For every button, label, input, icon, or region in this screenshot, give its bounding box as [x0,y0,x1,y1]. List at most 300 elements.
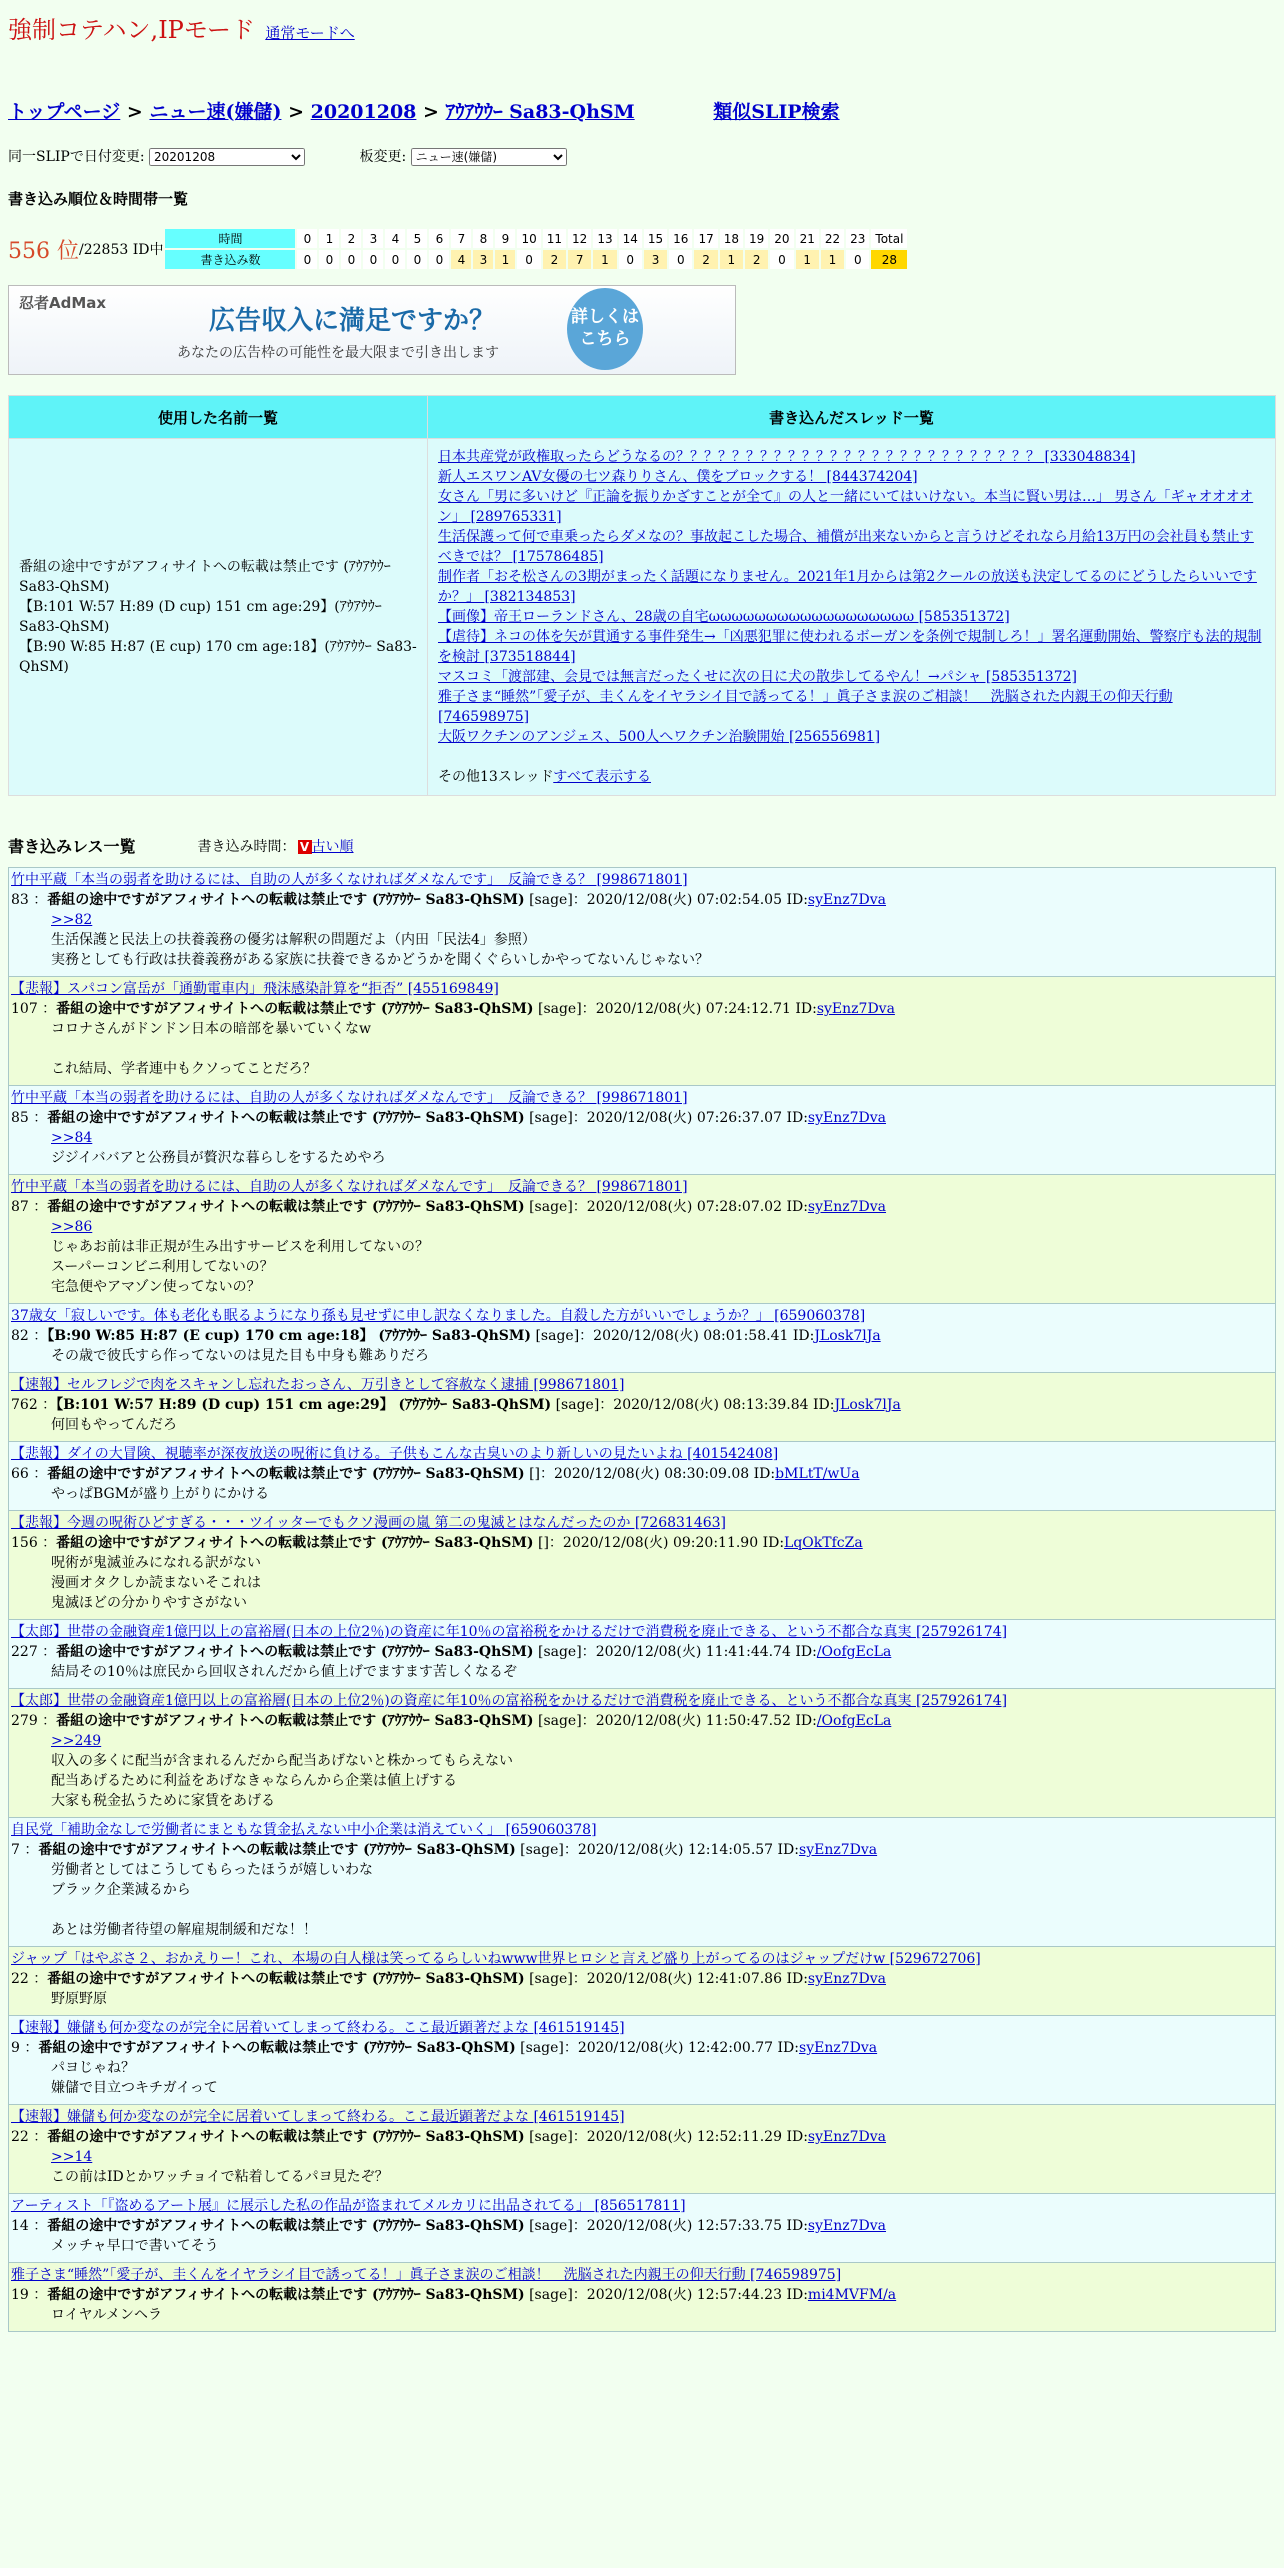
post-name: 番組の途中ですがアフィサイトへの転載は禁止です (ｱｳｱｳｳｰ Sa83-QhSM) [38,1842,516,1858]
count-cell: 2 [745,250,768,269]
anchor [51,2147,1273,2167]
thread-item [438,487,1265,527]
post-item [8,1818,1276,1947]
post-thread-link[interactable]: 【悲報】スパコン富岳が「通勤電車内」飛沫感染計算を“拒否” [455169849] [11,981,499,997]
count-cell: 0 [619,250,642,269]
post-id-link[interactable]: LqOkTfcZa [784,1535,863,1551]
post-number: 82 ： [11,1328,48,1344]
count-cell: 3 [473,250,493,269]
sort-icon: V [298,840,312,854]
hour-cell: 8 [473,229,493,248]
counts-label: 書き込み数 [165,250,295,269]
ad-banner[interactable] [8,285,736,375]
post-mail: [sage]： [524,2129,587,2145]
anchor [51,1731,1273,1751]
post-body [11,2147,1273,2187]
used-name: 番組の途中ですがアフィサイトへの転載は禁止です (ｱｳｱｳｳｰ Sa83-QhSM) [19,559,391,595]
post-body [11,1346,1273,1366]
post-id-link[interactable]: mi4MVFM/a [807,2287,897,2303]
count-cell: 28 [871,250,907,269]
count-cell: 0 [846,250,869,269]
post-id-link[interactable]: syEnz7Dva [799,2040,878,2056]
count-cell: 1 [821,250,844,269]
ranking-title: 書き込み順位＆時間帯一覧 [8,190,189,208]
posts-header [8,834,1276,857]
post-line: これ結局、学者連中もクソってことだろ？ [51,1061,317,1077]
post-name: 番組の途中ですがアフィサイトへの転載は禁止です (ｱｳｱｳｳｰ Sa83-QhSM) [47,2218,525,2234]
thread-item [438,467,1265,487]
post-date: 2020/12/08(火) 12:42:00.77 ID: [577,2040,800,2056]
reply-anchor-link[interactable]: >>86 [51,1219,93,1235]
post-number: 83 ： [11,892,48,908]
post-meta [11,1969,1273,1989]
post-id-link[interactable]: /OofgEcLa [816,1644,892,1660]
post-date: 2020/12/08(火) 08:30:09.08 ID: [554,1466,776,1482]
post-mail: [sage]： [524,1199,587,1215]
post-number: 19 ： [11,2287,48,2303]
anchor [51,1217,1273,1237]
anchor [51,1128,1273,1148]
post-thread-link[interactable]: ジャップ「はやぶさ２、おかえりー！これ、本場の白人様は笑ってるらしいねwww世界ヒロシと言えど盛り上がってるのはジャップだけw [529672706] [11,1951,981,1967]
hour-cell: 18 [720,229,743,248]
post-item [8,1511,1276,1620]
post-item [8,2263,1276,2332]
post-date: 2020/12/08(火) 12:41:07.86 ID: [586,1971,808,1987]
hour-cell: 7 [451,229,471,248]
post-mail: [sage]： [515,2040,578,2056]
hour-cell: 19 [745,229,768,248]
post-date: 2020/12/08(火) 11:50:47.52 ID: [595,1713,817,1729]
post-mail: [sage]： [524,2218,587,2234]
post-number: 14 ： [11,2218,48,2234]
post-mail: [sage]： [533,1713,596,1729]
post-date: 2020/12/08(火) 08:13:39.84 ID: [613,1397,835,1413]
posts-title: 書き込みレス一覧 [8,837,136,856]
post-thread-link[interactable]: 【悲報】今週の呪術ひどすぎる・・・ツイッターでもクソ漫画の嵐 第二の鬼滅とはなんだったのか [726831463] [11,1515,727,1531]
post-line: 大家も税金払うために家賃をあげる [51,1793,275,1809]
rank-total: /22853 ID中 [79,242,164,258]
post-number: 7 ： [11,1842,39,1858]
post-line: 野原野原 [51,1991,107,2007]
post-mail: [sage]： [551,1397,614,1413]
post-name: 番組の途中ですがアフィサイトへの転載は禁止です (ｱｳｱｳｳｰ Sa83-QhSM) [47,1199,525,1215]
counts-row [165,250,907,269]
post-name: 番組の途中ですがアフィサイトへの転載は禁止です (ｱｳｱｳｳｰ Sa83-QhSM) [56,1644,534,1660]
post-item [8,2016,1276,2105]
post-date: 2020/12/08(火) 07:26:37.07 ID: [586,1110,808,1126]
thread-item [438,607,1265,627]
sort-label: 書き込み時間： [197,838,296,855]
post-name: 【B:90 W:85 H:87 (E cup) 170 cm age:18】 (ｱｳｱｳｳｰ Sa83-QhSM) [47,1328,532,1344]
count-cell: 1 [593,250,616,269]
hour-cell: 21 [796,229,819,248]
post-name: 番組の途中ですがアフィサイトへの転載は禁止です (ｱｳｱｳｳｰ Sa83-QhSM) [56,1535,534,1551]
names-threads-table [8,395,1276,796]
post-body [11,2058,1273,2098]
post-mail: [sage]： [524,1971,587,1987]
hour-cell: 9 [495,229,515,248]
hour-cell: 3 [363,229,383,248]
threads-list [428,439,1276,796]
hour-cell: 12 [568,229,591,248]
threads-header: 書き込んだスレッド一覧 [428,396,1276,439]
thread-link[interactable]: 新人エスワンAV女優の七ツ森りりさん、僕をブロックする！ [844374204] [438,469,918,485]
post-id-link[interactable]: syEnz7Dva [816,1001,895,1017]
post-id-link[interactable]: syEnz7Dva [807,2218,887,2234]
names-list [9,439,428,796]
post-line: パヨじゃね？ [51,2060,135,2076]
post-number: 22 ： [11,2129,48,2145]
post-thread-link[interactable]: 自民党「補助金なしで労働者にまともな賃金払えない中小企業は消えていく」 [659060378] [11,1822,597,1838]
post-body [11,1731,1273,1811]
post-item [8,1947,1276,2016]
post-line: ブラック企業減るから [51,1882,191,1898]
post-mail: [sage]： [524,2287,587,2303]
post-number: 762 ： [11,1397,57,1413]
post-thread-link[interactable]: 37歳女「寂しいです。体も老化も眠るようになり孫も見せずに申し訳なくなりました。自殺した方がいいでしょうか？」 [659060378] [11,1308,866,1324]
sort-oldest-link[interactable]: 古い順 [311,838,354,855]
count-cell: 1 [495,250,515,269]
count-cell: 1 [720,250,743,269]
post-number: 156 ： [11,1535,57,1551]
hour-cell: 6 [429,229,449,248]
post-item [8,2194,1276,2263]
post-line: 配当あげるために利益をあげなきゃならんから企業は値上げする [51,1773,457,1789]
names-header: 使用した名前一覧 [9,396,428,439]
thread-item [438,627,1265,667]
post-line: 実務としても行政は扶養義務がある家族に扶養できるかどうかを聞くぐらいしかやってないんじゃない？ [51,952,709,968]
thread-item [438,447,1265,467]
count-cell: 0 [517,250,540,269]
post-line: 結局その10％は庶民から回収されんだから値上げでますます苦しくなるぞ [51,1664,517,1680]
post-meta [11,1395,1273,1415]
count-cell: 0 [770,250,793,269]
post-name: 番組の途中ですがアフィサイトへの転載は禁止です (ｱｳｱｳｳｰ Sa83-QhSM) [47,1971,525,1987]
breadcrumb-separator: > [423,101,439,123]
post-line: その歳で彼氏すら作ってないのは見た目も中身も難ありだろ [51,1348,429,1364]
post-item [8,1620,1276,1689]
post-mail: [sage]： [533,1001,596,1017]
reply-anchor-link[interactable]: >>84 [51,1130,93,1146]
hour-cell: 5 [407,229,427,248]
hour-cell: 16 [669,229,692,248]
post-thread-link[interactable]: 竹中平蔵「本当の弱者を助けるには、自助の人が多くなければダメなんです」 反論できる？ [998671801] [11,1090,688,1106]
post-id-link[interactable]: syEnz7Dva [807,1971,887,1987]
post-name: 番組の途中ですがアフィサイトへの転載は禁止です (ｱｳｱｳｳｰ Sa83-QhSM) [56,1001,534,1017]
hour-cell: 10 [517,229,540,248]
used-name: 【B:90 W:85 H:87 (E cup) 170 cm age:18】(ｱｳｱｳｳｰ Sa83-QhSM) [19,639,417,675]
post-thread-link[interactable]: 雅子さま“睡然”「愛子が、圭くんをイヤラシイ目で誘ってる！」眞子さま涙のご相談！ 洗脳された内親王の仰天行動 [746598975] [11,2267,842,2283]
post-item [8,1373,1276,1442]
count-cell: 0 [429,250,449,269]
post-number: 85 ： [11,1110,48,1126]
thread-item [438,567,1265,607]
post-thread-link[interactable]: 竹中平蔵「本当の弱者を助けるには、自助の人が多くなければダメなんです」 反論できる？ [998671801] [11,1179,688,1195]
post-mail: [sage]： [515,1842,578,1858]
post-meta [11,1840,1273,1860]
more-threads-count: その他13スレッド [438,769,554,785]
breadcrumb-separator: > [288,101,304,123]
similar-slip-search-link[interactable]: 類似SLIP検索 [713,101,840,123]
reply-anchor-link[interactable]: >>82 [51,912,93,928]
more-threads [438,767,1265,787]
post-body [11,2236,1273,2256]
count-cell: 7 [568,250,591,269]
post-meta [11,999,1273,1019]
post-item [8,1689,1276,1818]
post-date: 2020/12/08(火) 12:52:11.29 ID: [586,2129,808,2145]
count-cell: 0 [363,250,383,269]
post-thread-link[interactable]: アーティスト「『盗めるアート展』に展示した私の作品が盗まれてメルカリに出品されてる」 [856517811] [11,2198,686,2214]
thread-link[interactable]: 女さん「男に多いけど『正論を振りかざすことが全て』の人と一緒にいてはいけない。本当に賢い男は…」 男さん「ギャオオオオン」 [289765331] [438,489,1254,525]
post-date: 2020/12/08(火) 12:14:05.57 ID: [577,1842,800,1858]
post-line: やっぱBGMが盛り上がりにかける [51,1486,270,1502]
post-body [11,1217,1273,1297]
post-meta [11,1533,1273,1553]
board-change-label: 板変更: [359,149,407,165]
post-name: 番組の途中ですがアフィサイトへの転載は禁止です (ｱｳｱｳｳｰ Sa83-QhSM) [47,2287,525,2303]
post-meta [11,890,1273,910]
post-body [11,1553,1273,1613]
post-date: 2020/12/08(火) 12:57:33.75 ID: [586,2218,808,2234]
count-cell: 0 [385,250,405,269]
ad-subtext: あなたの広告枠の可能性を最大限まで引き出します [177,345,499,361]
post-line: 宅急便やアマゾン使ってないの？ [51,1279,261,1295]
breadcrumb-separator: > [126,101,143,123]
post-name: 【B:101 W:57 H:89 (D cup) 151 cm age:29】 (ｱｳｱｳｳｰ Sa83-QhSM) [56,1397,552,1413]
thread-link[interactable]: マスコミ「渡部建、会見では無言だったくせに次の日に犬の散歩してるやん！→パシャ [585351372] [438,669,1077,685]
controls [8,146,1276,166]
post-line: あとは労働者待望の解雇規制緩和だな！！ [51,1922,317,1938]
post-number: 9 ： [11,2040,39,2056]
breadcrumb-board[interactable]: ニュー速(嫌儲) [149,101,282,123]
post-item [8,1175,1276,1304]
post-thread-link[interactable]: 【速報】嫌儲も何か変なのが完全に居着いてしまって終わる。ここ最近顕著だよな [461519145] [11,2109,625,2125]
breadcrumb [8,97,1276,124]
post-name: 番組の途中ですがアフィサイトへの転載は禁止です (ｱｳｱｳｳｰ Sa83-QhSM) [38,2040,516,2056]
post-thread-link[interactable]: 【太郎】世帯の金融資産1億円以上の富裕層(日本の上位2％)の資産に年10％の富裕税をかけるだけで消費税を廃止できる、という不都合な真実 [257926174] [11,1624,1008,1640]
hours-row [165,229,907,248]
post-id-link[interactable]: bMLtT/wUa [775,1466,860,1482]
date-select[interactable] [149,148,305,166]
post-item [8,1442,1276,1511]
thread-link[interactable]: 大阪ワクチンのアンジェス、500人へワクチン治験開始 [256556981] [438,729,881,745]
post-id-link[interactable]: syEnz7Dva [807,1199,887,1215]
post-line: 収入の多くに配当が含まれるんだから配当あげないと株かってもらえない [51,1753,513,1769]
post-date: 2020/12/08(火) 12:57:44.23 ID: [586,2287,808,2303]
post-mail: [sage]： [524,892,587,908]
post-line: 鬼滅ほどの分かりやすさがない [51,1595,247,1611]
count-cell: 4 [451,250,471,269]
hour-cell: 14 [619,229,642,248]
post-number: 87 ： [11,1199,48,1215]
ad-details-button[interactable]: 詳しくはこちら [567,288,643,370]
count-cell: 1 [796,250,819,269]
ad-logo: 忍者AdMax [19,294,107,312]
thread-item [438,667,1265,687]
hour-cell: 15 [644,229,667,248]
reply-anchor-link[interactable]: >>14 [51,2149,93,2165]
date-change-label: 同一SLIPで日付変更: [8,149,145,165]
post-line: 労働者としてはこうしてもらったほうが嬉しいわな [51,1862,373,1878]
thread-item [438,527,1265,567]
post-thread-link[interactable]: 竹中平蔵「本当の弱者を助けるには、自助の人が多くなければダメなんです」 反論できる？ [998671801] [11,872,688,888]
hour-cell: 1 [319,229,339,248]
hour-cell: 22 [821,229,844,248]
ranking-row [8,227,1276,271]
post-id-link[interactable]: /OofgEcLa [816,1713,892,1729]
count-cell: 0 [319,250,339,269]
post-number: 227 ： [11,1644,57,1660]
blank-line [51,1039,1273,1059]
post-item [8,2105,1276,2194]
post-body [11,1662,1273,1682]
hour-cell: 20 [770,229,793,248]
count-cell: 2 [543,250,566,269]
post-line: この前はIDとかワッチョイで粘着してるパヨ見たぞ？ [51,2169,389,2185]
count-cell: 0 [341,250,361,269]
thread-item [438,687,1265,727]
post-line: コロナさんがドンドン日本の暗部を暴いていくなw [51,1021,371,1037]
post-date: 2020/12/08(火) 11:41:44.74 ID: [595,1644,817,1660]
post-number: 66 ： [11,1466,48,1482]
post-mail: [sage]： [533,1644,596,1660]
post-mail: []： [533,1535,563,1551]
hour-cell: 23 [846,229,869,248]
post-thread-link[interactable]: 【悲報】ダイの大冒険、視聴率が深夜放送の呪術に負ける。子供もこんな古臭いのより新しいの見たいよね [401542408] [11,1446,779,1462]
thread-item [438,727,1265,747]
page-header [8,0,1276,45]
hours-label: 時間 [165,229,295,248]
count-cell: 0 [407,250,427,269]
post-number: 279 ： [11,1713,57,1729]
thread-link[interactable]: 生活保護って何で車乗ったらダメなの？事故起こした場合、補償が出来ないからと言うけどそれなら月給13万円の会社員も禁止すべきでは？ [175786485] [438,529,1254,565]
breadcrumb-slip[interactable]: ｱｳｱｳｳｰ Sa83-QhSM [445,101,635,123]
reply-anchor-link[interactable]: >>249 [51,1733,102,1749]
anchor [51,910,1273,930]
sort-order [198,836,354,856]
hour-cell: 11 [543,229,566,248]
post-name: 番組の途中ですがアフィサイトへの転載は禁止です (ｱｳｱｳｳｰ Sa83-QhSM) [47,892,525,908]
hour-cell: 0 [297,229,317,248]
posts-list [8,867,1276,2332]
post-line: 呪術が鬼滅並みになれる訳がない [51,1555,261,1571]
post-number: 22 ： [11,1971,48,1987]
post-id-link[interactable]: JLosk7lJa [834,1397,901,1413]
post-body [11,2305,1273,2325]
post-date: 2020/12/08(火) 07:02:54.05 ID: [586,892,808,908]
thread-link[interactable]: 制作者「おそ松さんの3期がまったく話題になりません。2021年1月からは第2クールの放送も決定してるのにどうしたらいいですか？」 [382134853] [438,569,1257,605]
post-body [11,1860,1273,1940]
post-meta [11,2216,1273,2236]
post-name: 番組の途中ですがアフィサイトへの転載は禁止です (ｱｳｱｳｳｰ Sa83-QhSM) [47,2129,525,2145]
thread-link[interactable]: 【虐待】ネコの体を矢が貫通する事件発生→「凶悪犯罪に使われるボーガンを条例で規制しろ！」署名運動開始、警察庁も法的規制を検討 [373518844] [438,629,1262,665]
post-name: 番組の途中ですがアフィサイトへの転載は禁止です (ｱｳｱｳｳｰ Sa83-QhSM) [47,1110,525,1126]
post-body [11,910,1273,970]
hour-cell: 4 [385,229,405,248]
post-date: 2020/12/08(火) 08:01:58.41 ID: [593,1328,815,1344]
post-name: 番組の途中ですがアフィサイトへの転載は禁止です (ｱｳｱｳｳｰ Sa83-QhSM) [56,1713,534,1729]
post-item [8,977,1276,1086]
thread-link[interactable]: 雅子さま“睡然”「愛子が、圭くんをイヤラシイ目で誘ってる！」眞子さま涙のご相談！ 洗脳された内親王の仰天行動 [746598975] [438,689,1173,725]
thread-link[interactable]: 日本共産党が政権取ったらどうなるの？？？？？？？？？？？？？？？？？？？？？？？？？？ [333048834] [438,449,1136,465]
post-mail: []： [524,1466,554,1482]
post-meta [11,2038,1273,2058]
post-id-link[interactable]: syEnz7Dva [807,2129,887,2145]
hourly-table [163,227,909,271]
post-meta [11,1464,1273,1484]
post-line: ジジイババアと公務員が贅沢な暮らしをするためやろ [51,1150,386,1166]
post-meta [11,2127,1273,2147]
post-line: 何回もやってんだろ [51,1417,177,1433]
post-date: 2020/12/08(火) 07:24:12.71 ID: [595,1001,817,1017]
post-meta [11,1108,1273,1128]
post-date: 2020/12/08(火) 07:28:07.02 ID: [586,1199,808,1215]
rank-number: 556 位 [8,238,79,264]
hour-cell: 13 [593,229,616,248]
normal-mode-link[interactable]: 通常モードへ [265,24,355,42]
post-body [11,1989,1273,2009]
post-line: ロイヤルメンヘラ [51,2307,163,2323]
ad-headline: 広告収入に満足ですか？ [209,306,496,336]
post-body [11,1128,1273,1168]
post-item [8,867,1276,977]
post-mail: [sage]： [524,1110,587,1126]
show-all-threads-link[interactable]: すべて表示する [553,769,651,785]
post-name: 番組の途中ですがアフィサイトへの転載は禁止です (ｱｳｱｳｳｰ Sa83-QhSM) [47,1466,525,1482]
hour-cell: Total [871,229,907,248]
post-date: 2020/12/08(火) 09:20:11.90 ID: [562,1535,785,1551]
post-line: メッチャ早口で書いてそう [51,2238,219,2254]
post-number: 107 ： [11,1001,57,1017]
post-thread-link[interactable]: 【速報】嫌儲も何か変なのが完全に居着いてしまって終わる。ここ最近顕著だよな [461519145] [11,2020,625,2036]
post-meta [11,2285,1273,2305]
post-line: スーパーコンビニ利用してないの？ [51,1259,274,1275]
post-line: じゃあお前は非正規が生み出すサービスを利用してないの？ [51,1239,429,1255]
post-line: 生活保護と民法上の扶養義務の優劣は解釈の問題だよ（内田「民法4」参照） [51,932,536,948]
post-id-link[interactable]: syEnz7Dva [807,892,887,908]
post-id-link[interactable]: syEnz7Dva [807,1110,887,1126]
post-mail: [sage]： [531,1328,594,1344]
post-meta [11,1197,1273,1217]
count-cell: 3 [644,250,667,269]
post-meta [11,1711,1273,1731]
count-cell: 2 [694,250,717,269]
page-title: 強制コテハン,IPモード [8,16,255,44]
breadcrumb-date[interactable]: 20201208 [310,101,417,123]
post-id-link[interactable]: syEnz7Dva [799,1842,878,1858]
count-cell: 0 [669,250,692,269]
thread-link[interactable]: 【画像】帝王ローランドさん、28歳の自宅ωωωωωωωωωωωωωωωωωω [585351372] [438,609,1010,625]
post-item [8,1304,1276,1373]
used-name: 【B:101 W:57 H:89 (D cup) 151 cm age:29】(ｱｳｱｳｳｰ Sa83-QhSM) [19,599,382,635]
post-thread-link[interactable]: 【太郎】世帯の金融資産1億円以上の富裕層(日本の上位2％)の資産に年10％の富裕税をかけるだけで消費税を廃止できる、という不都合な真実 [257926174] [11,1693,1008,1709]
post-line: 漫画オタクしか読まないそこれは [51,1575,261,1591]
post-item [8,1086,1276,1175]
count-cell: 0 [297,250,317,269]
post-thread-link[interactable]: 【速報】セルフレジで肉をスキャンし忘れたおっさん、万引きとして容赦なく逮捕 [998671801] [11,1377,625,1393]
post-body [11,1415,1273,1435]
post-body [11,1019,1273,1079]
post-body [11,1484,1273,1504]
post-line: 嫌儲で目立つキチガイって [51,2080,218,2096]
post-meta [11,1326,1273,1346]
hour-cell: 17 [694,229,717,248]
breadcrumb-top[interactable]: トップページ [8,101,121,123]
post-id-link[interactable]: JLosk7lJa [814,1328,881,1344]
blank-line [51,1900,1273,1920]
board-select[interactable] [411,148,567,166]
